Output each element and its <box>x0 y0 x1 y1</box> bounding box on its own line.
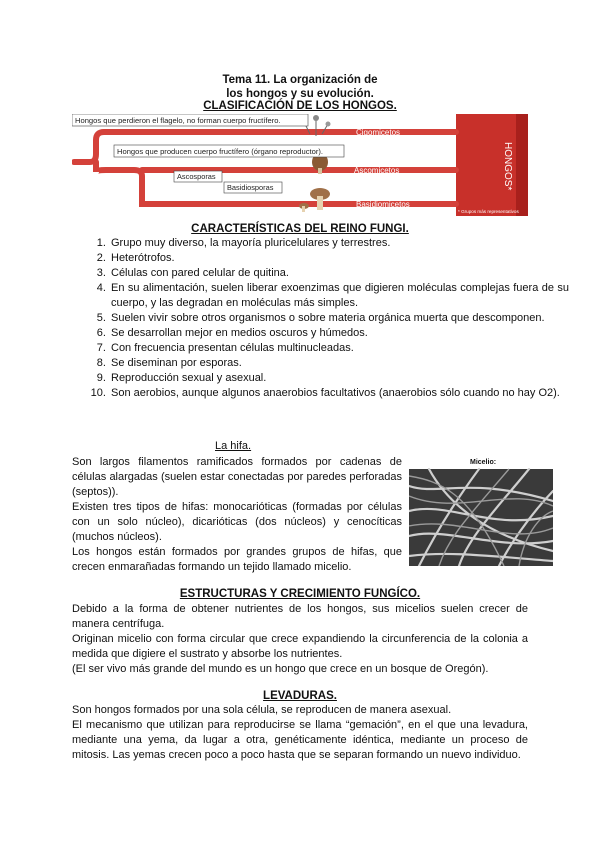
diagram-vertical-label: HONGOS* <box>502 142 513 191</box>
label-basidiosporas: Basidiosporas <box>227 183 274 192</box>
list-item: 4. En su alimentación, suelen liberar exoenzimas que digieren moléculas complejas fuera de su cuerpo, y las degradan en moléculas más simples. <box>109 281 569 311</box>
characteristics-heading: CARACTERÍSTICAS DEL REINO FUNGI. <box>191 223 409 235</box>
hifa-heading: La hifa. <box>215 440 252 452</box>
list-item: 8. Se diseminan por esporas. <box>109 356 569 371</box>
page-title-line-2: los hongos y su evolución. <box>226 88 374 100</box>
list-item: 2. Heterótrofos. <box>109 251 569 266</box>
page-title-line-1: Tema 11. La organización de <box>222 74 378 86</box>
growth-heading: ESTRUCTURAS Y CRECIMIENTO FUNGÍCO. <box>179 588 421 600</box>
list-item: 7. Con frecuencia presentan células multinucleadas. <box>109 341 569 356</box>
micelio-image <box>409 456 553 566</box>
list-item: 9. Reproducción sexual y asexual. <box>109 371 569 386</box>
yeasts-heading: LEVADURAS. <box>263 690 337 702</box>
growth-paragraph-2: Originan micelio con forma circular que crece expandiendo la circunferencia de la colonia a medida que digiere el sustrato y absorbe los nutrientes. <box>72 633 528 660</box>
basidiomicetos-icon <box>299 188 330 212</box>
hifa-paragraph-3: Los hongos están formados por grandes grupos de hifas, que crecen enmarañadas formando un tejido llamado micelio. <box>72 546 402 573</box>
list-item: 10. Son aerobios, aunque algunos anaerobios facultativos (anaerobios sólo cuando no hay O2). <box>109 386 569 401</box>
list-item: 1. Grupo muy diverso, la mayoría pluricelulares y terrestres. <box>109 236 569 251</box>
list-item: 5. Suelen vivir sobre otros organismos o sobre materia orgánica muerta que descomponen. <box>109 311 569 326</box>
classification-heading: CLASIFICACIÓN DE LOS HONGOS. <box>203 100 397 112</box>
group-ascomicetos: Ascomicetos <box>354 166 400 175</box>
fungi-classification-diagram <box>72 114 528 216</box>
growth-paragraph-1: Debido a la forma de obtener nutrientes de los hongos, sus micelios suelen crecer de manera centrífuga. <box>72 603 528 630</box>
hifa-paragraph-2: Existen tres tipos de hifas: monocarióticas (formadas por células con un solo núcleo), dicarióticas (dos núcleos) y cenocíticas (muchos núcleos). <box>72 501 402 543</box>
group-basidiomicetos: Basidiomicetos <box>356 200 410 209</box>
yeasts-paragraph-2: El mecanismo que utilizan para reproducirse se llama “gemación”, en el que una levadura, mediante una yema, da lugar a otra, genéticamente idéntica, mediante un proceso de mitosis. Las yemas crecen poco a poco hasta que se separan formando un nuevo individuo. <box>72 719 528 761</box>
list-item: 3. Células con pared celular de quitina. <box>109 266 569 281</box>
diagram-footnote: * Grupos más representativos <box>458 209 519 214</box>
yeasts-paragraph-1: Son hongos formados por una sola célula, se reproducen de manera asexual. <box>72 704 452 716</box>
label-fructifero: Hongos que producen cuerpo fructífero (órgano reproductor). <box>117 147 323 156</box>
growth-paragraph-3: (El ser vivo más grande del mundo es un hongo que crece en un bosque de Oregón). <box>72 663 489 675</box>
characteristics-list <box>72 236 569 401</box>
list-item: 6. Se desarrollan mejor en medios oscuros y húmedos. <box>109 326 569 341</box>
label-ascosporas: Ascosporas <box>177 172 216 181</box>
hifa-paragraph-1: Son largos filamentos ramificados formados por cadenas de células alargadas (suelen estar conectadas por paredes perforadas (septos)). <box>72 456 402 498</box>
group-cigomicetos: Cigomicetos <box>356 128 401 137</box>
micelio-label: Micelio: <box>470 459 497 466</box>
label-flagelo: Hongos que perdieron el flagelo, no forman cuerpo fructífero. <box>75 116 281 125</box>
